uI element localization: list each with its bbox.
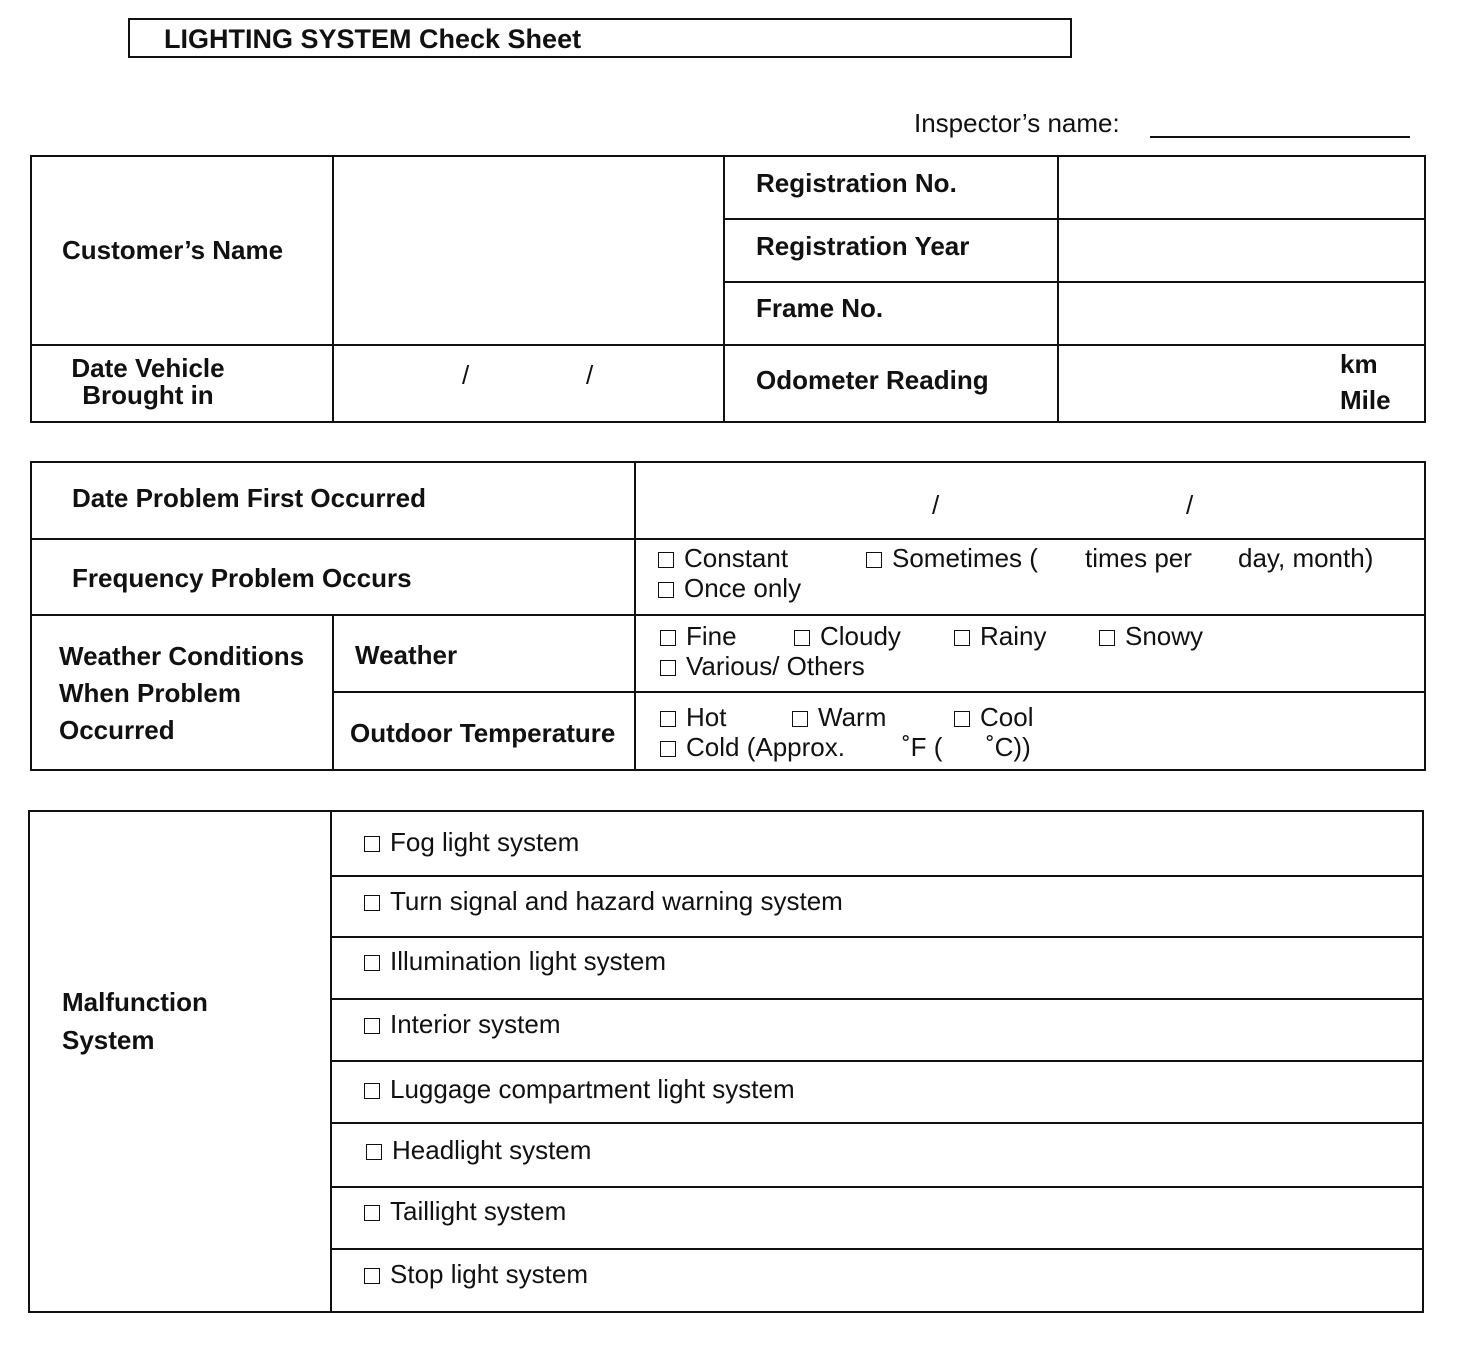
vehicle-info-table — [30, 155, 1426, 423]
date-vehicle-label: Date Vehicle Brought in — [71, 353, 225, 411]
celsius-text: ˚C)) — [986, 732, 1031, 762]
checkbox-icon[interactable] — [364, 895, 380, 911]
inspector-name-field[interactable] — [1150, 136, 1410, 138]
system-turn-signal[interactable]: Turn signal and hazard warning system — [364, 886, 843, 917]
system-stop-light[interactable]: Stop light system — [364, 1259, 588, 1290]
registration-year-label: Registration Year — [756, 231, 970, 261]
option-constant[interactable]: Constant — [658, 543, 788, 574]
malfunction-system-table — [28, 810, 1424, 1313]
checkbox-icon[interactable] — [660, 660, 676, 676]
option-rainy[interactable]: Rainy — [954, 621, 1046, 652]
system-illumination[interactable]: Illumination light system — [364, 946, 666, 977]
checkbox-icon[interactable] — [364, 1268, 380, 1284]
day-month-text: day, month) — [1238, 543, 1374, 573]
option-sometimes[interactable]: Sometimes ( — [866, 543, 1038, 574]
frequency-label: Frequency Problem Occurs — [72, 563, 412, 593]
system-luggage-compartment[interactable]: Luggage compartment light system — [364, 1074, 795, 1105]
checkbox-icon[interactable] — [366, 1144, 382, 1160]
option-once-only[interactable]: Once only — [658, 573, 801, 604]
frame-no-label: Frame No. — [756, 293, 884, 323]
option-cloudy[interactable]: Cloudy — [794, 621, 901, 652]
system-fog-light[interactable]: Fog light system — [364, 827, 579, 858]
outdoor-temperature-label: Outdoor Temperature — [350, 718, 616, 748]
frame-no-field[interactable] — [1062, 285, 1422, 341]
checkbox-icon[interactable] — [364, 1018, 380, 1034]
system-taillight[interactable]: Taillight system — [364, 1196, 566, 1227]
date-slash-1: / — [462, 360, 470, 390]
checkbox-icon[interactable] — [364, 1205, 380, 1221]
system-interior[interactable]: Interior system — [364, 1009, 561, 1040]
date-first-slash-1: / — [932, 490, 940, 520]
date-first-occurred-label: Date Problem First Occurred — [72, 483, 426, 513]
registration-no-field[interactable] — [1062, 159, 1422, 215]
checkbox-icon[interactable] — [660, 741, 676, 757]
option-snowy[interactable]: Snowy — [1099, 621, 1203, 652]
checkbox-icon[interactable] — [954, 630, 970, 646]
checkbox-icon[interactable] — [954, 711, 970, 727]
checkbox-icon[interactable] — [794, 630, 810, 646]
checkbox-icon[interactable] — [364, 1083, 380, 1099]
registration-year-field[interactable] — [1062, 223, 1422, 279]
odometer-unit-km: km — [1340, 349, 1378, 379]
option-cold[interactable]: Cold (Approx. — [660, 732, 845, 763]
option-various-others[interactable]: Various/ Others — [660, 651, 865, 682]
inspector-label: Inspector’s name: — [914, 108, 1120, 138]
fahrenheit-text: ˚F ( — [902, 732, 943, 762]
option-hot[interactable]: Hot — [660, 702, 726, 733]
option-cool[interactable]: Cool — [954, 702, 1033, 733]
checkbox-icon[interactable] — [364, 836, 380, 852]
weather-label: Weather — [355, 640, 458, 670]
page-title: LIGHTING SYSTEM Check Sheet — [164, 24, 582, 54]
customer-name-label: Customer’s Name — [62, 235, 284, 265]
registration-no-label: Registration No. — [756, 168, 957, 198]
checkbox-icon[interactable] — [792, 711, 808, 727]
customer-name-field[interactable] — [336, 159, 721, 341]
system-headlight[interactable]: Headlight system — [366, 1135, 591, 1166]
checkbox-icon[interactable] — [866, 552, 882, 568]
date-slash-2: / — [586, 360, 594, 390]
weather-conditions-label: Weather Conditions When Problem Occurred — [59, 641, 305, 745]
times-per-text: times per — [1085, 543, 1192, 573]
odometer-unit-mile: Mile — [1340, 385, 1391, 415]
title-box — [128, 18, 1072, 58]
checkbox-icon[interactable] — [1099, 630, 1115, 646]
odometer-label: Odometer Reading — [756, 365, 989, 395]
checkbox-icon[interactable] — [658, 582, 674, 598]
option-warm[interactable]: Warm — [792, 702, 886, 733]
checkbox-icon[interactable] — [658, 552, 674, 568]
date-first-slash-2: / — [1186, 490, 1194, 520]
checkbox-icon[interactable] — [660, 711, 676, 727]
malfunction-system-label: Malfunction System — [62, 987, 208, 1055]
checkbox-icon[interactable] — [660, 630, 676, 646]
checkbox-icon[interactable] — [364, 955, 380, 971]
option-fine[interactable]: Fine — [660, 621, 737, 652]
problem-info-table — [30, 461, 1426, 771]
